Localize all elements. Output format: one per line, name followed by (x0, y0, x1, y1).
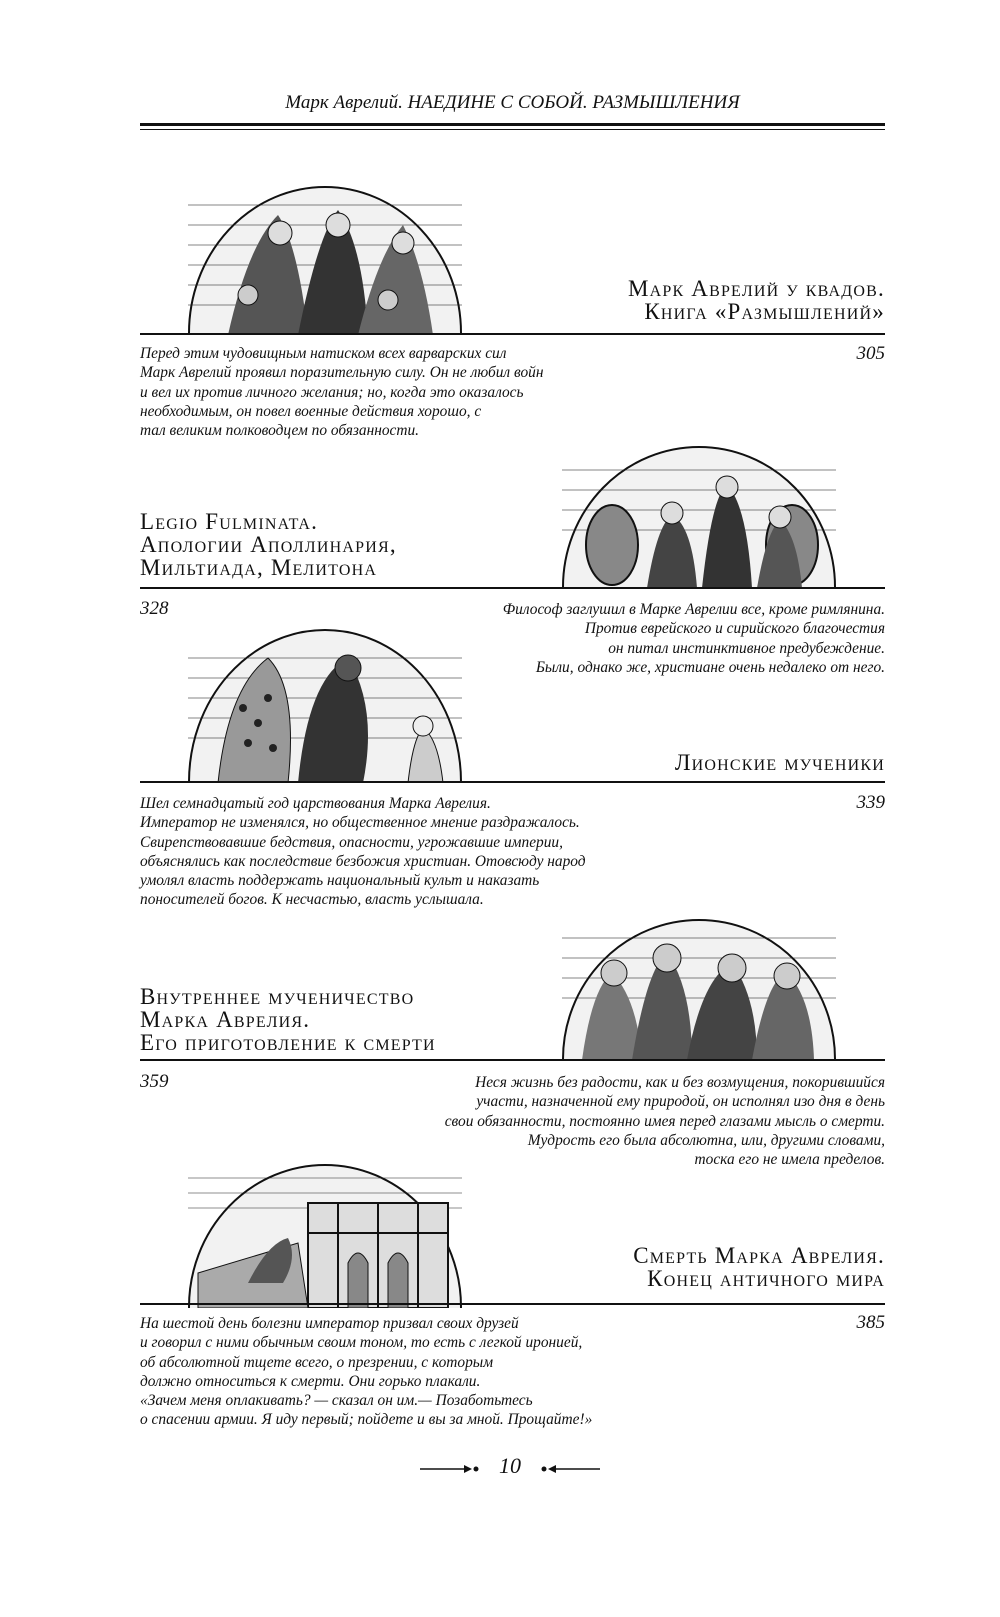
engraving-inner-martyrdom (562, 918, 836, 1060)
chapter-title: Смерть Марка Аврелия. Конец античного мира (633, 1243, 885, 1291)
engraving-marcus-among-quadi (188, 185, 462, 335)
header-rule-thick (140, 123, 885, 126)
page-reference: 385 (856, 1312, 885, 1333)
section-rule (140, 1303, 885, 1305)
section-rule (140, 333, 885, 335)
engraving-lyon-martyrs (188, 628, 462, 783)
chapter-excerpt: На шестой день болезни император призвал своих друзей и говорил с ними обычным своим тоном, то есть с легкой иронией, об абсолютной тщете всего, о презрении, с которым должно относиться к смерти. Они горько плакали. «Зачем меня оплакивать? — сказал он им.— Позаботьтесь о спасении армии. Я иду первый; пойдете и вы за мной. Прощайте!» (140, 1315, 593, 1429)
chapter-title: Внутреннее мученичество Марка Аврелия. Его приготовление к смерти (140, 984, 436, 1055)
chapter-excerpt: Шел семнадцатый год царствования Марка Аврелия. Император не изменялся, но общественное мнение раздражалось. Свирепствовавшие бедствия, опасности, угрожавшие империи, объяснялись как последствие безбожия христиан. Отовсюду народ умолял власть поддержать национальный культ и наказать поносителей богов. К несчастью, власть услышала. (140, 795, 586, 909)
page-reference: 305 (856, 343, 885, 364)
chapter-excerpt: Философ заглушил в Марке Аврелии все, кроме римлянина. Против еврейского и сирийского благочестия он питал инстинктивное предубеждение. Были, однако же, христиане очень недалеко от него. (502, 601, 885, 676)
chapter-title: Лионские мученики (674, 750, 885, 775)
header-rule-thin (140, 129, 885, 130)
page-reference: 328 (140, 598, 169, 619)
chapter-excerpt: Неся жизнь без радости, как и без возмущения, покорившийся участи, назначенной ему природой, он исполнял изо дня в день свои обязанности, постоянно имея перед глазами мысль о смерти. Мудрость его была абсолютна, или, другими словами, тоска его не имела пределов. (444, 1074, 885, 1169)
page-number: 10 (499, 1453, 521, 1478)
page-footer (420, 1453, 600, 1483)
chapter-title: Марк Аврелий у квадов. Книга «Размышлений» (627, 276, 885, 324)
footer-ornament-right (540, 1459, 600, 1479)
page-reference: 359 (140, 1071, 169, 1092)
chapter-title: Legio Fulminata. Апологии Аполлинария, Мильтиада, Мелитона (140, 509, 397, 580)
chapter-excerpt: Перед этим чудовищным натиском всех варварских сил Марк Аврелий проявил поразительную силу. Он не любил войн и вел их против личного желания; но, когда это оказалось необходимым, он повел военные действия хорошо, с тал великим полководцем по обязанности. (140, 345, 544, 440)
section-rule (140, 1059, 885, 1061)
engraving-death-of-marcus (188, 1163, 462, 1308)
running-header: Марк Аврелий. НАЕДИНЕ С СОБОЙ. РАЗМЫШЛЕНИЯ (285, 92, 740, 113)
section-rule (140, 587, 885, 589)
section-rule (140, 781, 885, 783)
engraving-roman-legion (562, 445, 836, 588)
page-reference: 339 (856, 792, 885, 813)
